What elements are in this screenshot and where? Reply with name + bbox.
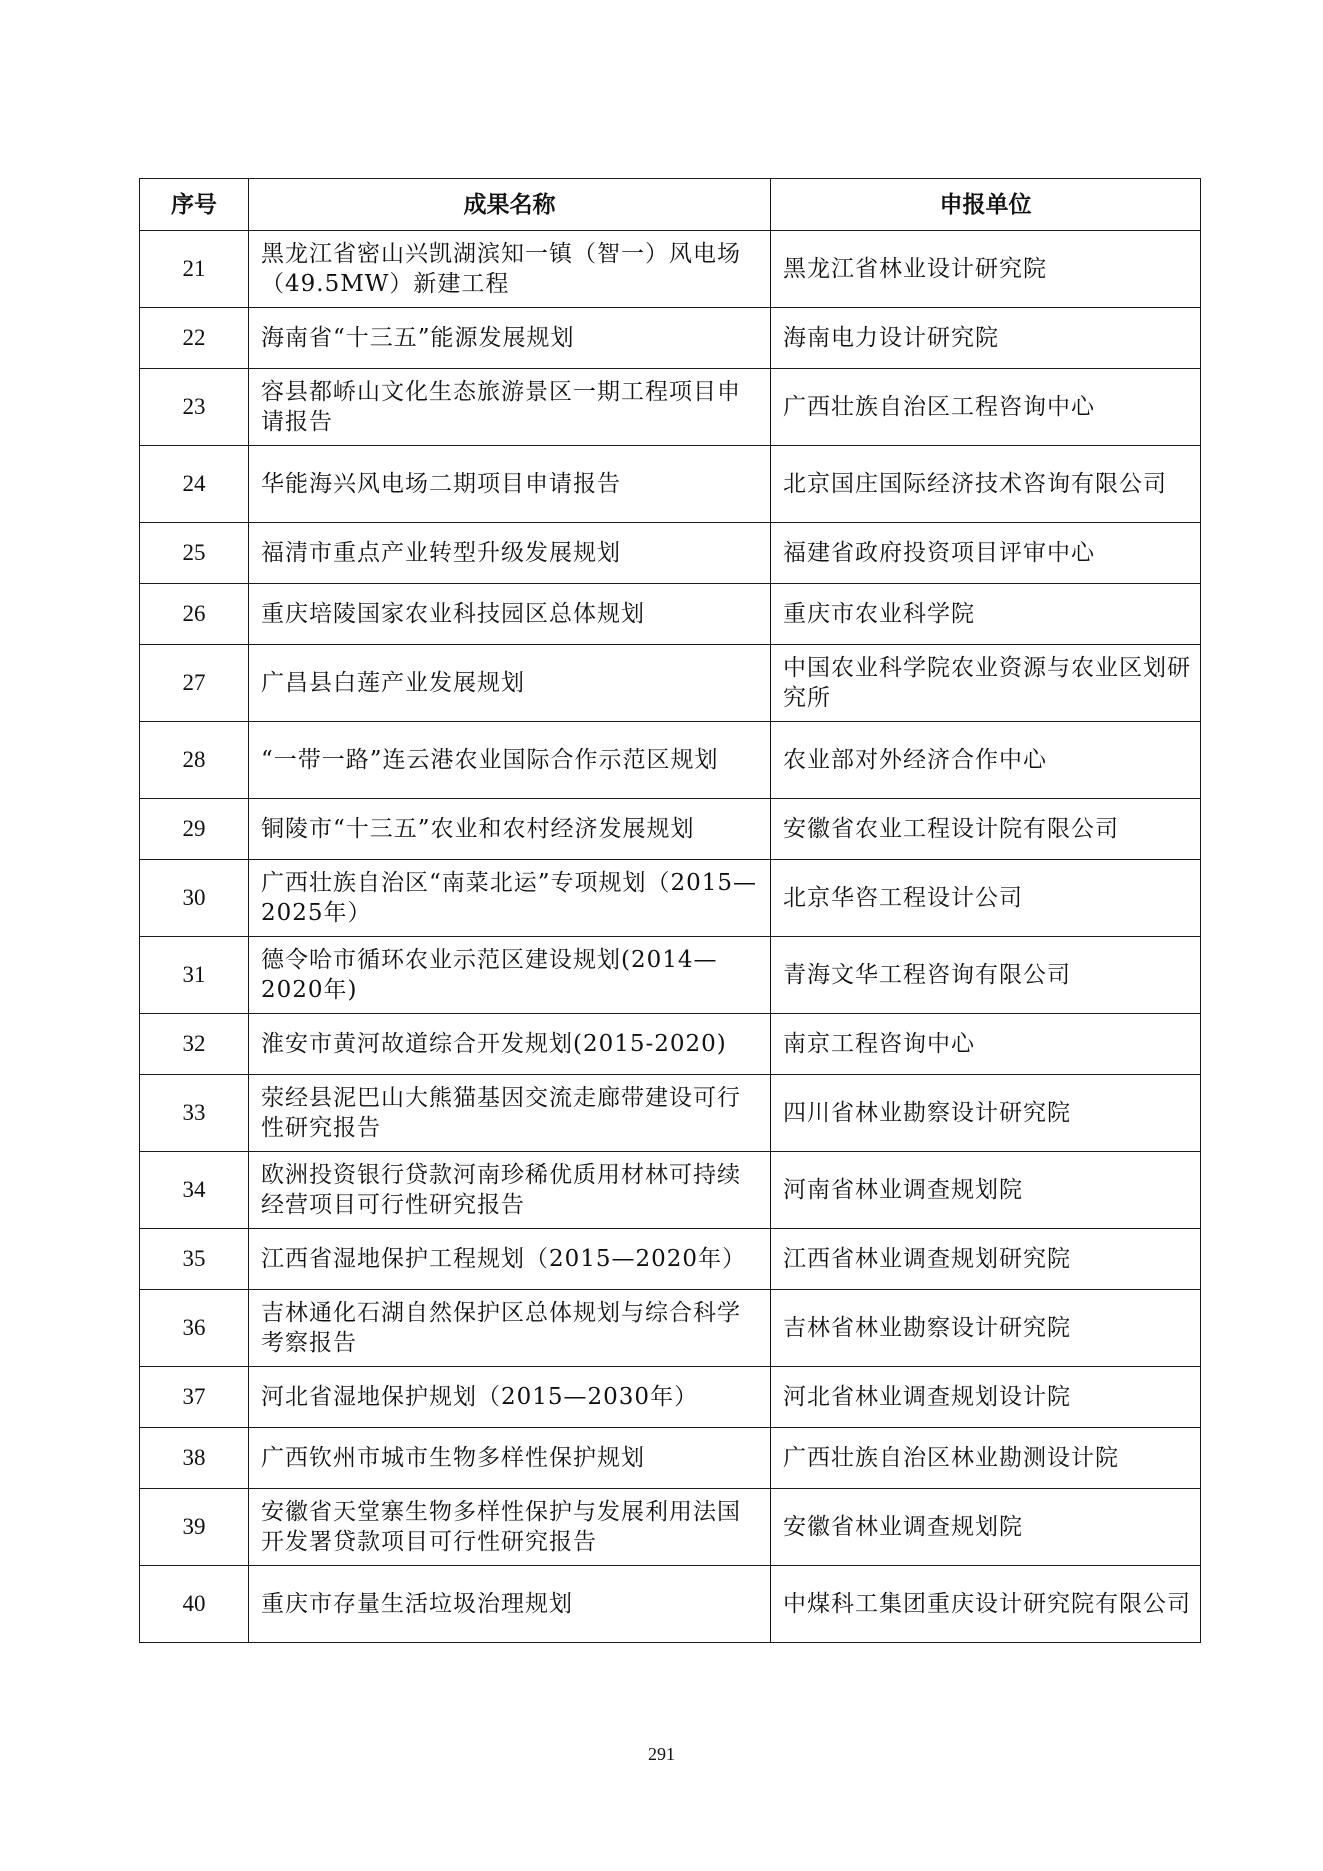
row-number: 23 bbox=[140, 369, 249, 446]
row-number: 27 bbox=[140, 645, 249, 722]
table-row bbox=[140, 584, 1201, 645]
applicant-unit: 安徽省林业调查规划院 bbox=[771, 1489, 1201, 1566]
table-row bbox=[140, 1229, 1201, 1290]
applicant-unit: 南京工程咨询中心 bbox=[771, 1014, 1201, 1075]
result-name: 河北省湿地保护规划（2015—2030年） bbox=[249, 1367, 771, 1428]
row-number: 33 bbox=[140, 1075, 249, 1152]
table-row bbox=[140, 369, 1201, 446]
applicant-unit: 广西壮族自治区工程咨询中心 bbox=[771, 369, 1201, 446]
result-name: 德令哈市循环农业示范区建设规划(2014—2020年) bbox=[249, 937, 771, 1014]
applicant-unit: 青海文华工程咨询有限公司 bbox=[771, 937, 1201, 1014]
applicant-unit: 吉林省林业勘察设计研究院 bbox=[771, 1290, 1201, 1367]
row-number: 21 bbox=[140, 231, 249, 308]
result-name: “一带一路”连云港农业国际合作示范区规划 bbox=[249, 722, 771, 799]
applicant-unit: 福建省政府投资项目评审中心 bbox=[771, 523, 1201, 584]
result-name: 吉林通化石湖自然保护区总体规划与综合科学考察报告 bbox=[249, 1290, 771, 1367]
applicant-unit: 黑龙江省林业设计研究院 bbox=[771, 231, 1201, 308]
row-number: 40 bbox=[140, 1566, 249, 1643]
row-number: 30 bbox=[140, 860, 249, 937]
table-row bbox=[140, 1428, 1201, 1489]
applicant-unit: 中煤科工集团重庆设计研究院有限公司 bbox=[771, 1566, 1201, 1643]
row-number: 35 bbox=[140, 1229, 249, 1290]
table-row bbox=[140, 722, 1201, 799]
result-name: 海南省“十三五”能源发展规划 bbox=[249, 308, 771, 369]
result-name: 华能海兴风电场二期项目申请报告 bbox=[249, 446, 771, 523]
table-row bbox=[140, 799, 1201, 860]
table-row bbox=[140, 1566, 1201, 1643]
row-number: 31 bbox=[140, 937, 249, 1014]
table-header-row bbox=[140, 179, 1201, 231]
applicant-unit: 河南省林业调查规划院 bbox=[771, 1152, 1201, 1229]
result-name: 广西钦州市城市生物多样性保护规划 bbox=[249, 1428, 771, 1489]
result-name: 黑龙江省密山兴凯湖滨知一镇（智一）风电场（49.5MW）新建工程 bbox=[249, 231, 771, 308]
result-name: 铜陵市“十三五”农业和农村经济发展规划 bbox=[249, 799, 771, 860]
row-number: 34 bbox=[140, 1152, 249, 1229]
applicant-unit: 广西壮族自治区林业勘测设计院 bbox=[771, 1428, 1201, 1489]
row-number: 36 bbox=[140, 1290, 249, 1367]
result-name: 欧洲投资银行贷款河南珍稀优质用材林可持续经营项目可行性研究报告 bbox=[249, 1152, 771, 1229]
table-row bbox=[140, 308, 1201, 369]
result-name: 容县都峤山文化生态旅游景区一期工程项目申请报告 bbox=[249, 369, 771, 446]
row-number: 29 bbox=[140, 799, 249, 860]
applicant-unit: 北京华咨工程设计公司 bbox=[771, 860, 1201, 937]
row-number: 39 bbox=[140, 1489, 249, 1566]
table-row bbox=[140, 523, 1201, 584]
row-number: 32 bbox=[140, 1014, 249, 1075]
row-number: 24 bbox=[140, 446, 249, 523]
table-row bbox=[140, 1152, 1201, 1229]
header-result-name: 成果名称 bbox=[249, 179, 771, 231]
result-name: 重庆培陵国家农业科技园区总体规划 bbox=[249, 584, 771, 645]
result-name: 安徽省天堂寨生物多样性保护与发展利用法国开发署贷款项目可行性研究报告 bbox=[249, 1489, 771, 1566]
result-name: 重庆市存量生活垃圾治理规划 bbox=[249, 1566, 771, 1643]
applicant-unit: 中国农业科学院农业资源与农业区划研究所 bbox=[771, 645, 1201, 722]
applicant-unit: 四川省林业勘察设计研究院 bbox=[771, 1075, 1201, 1152]
header-applicant-unit: 申报单位 bbox=[771, 179, 1201, 231]
applicant-unit: 海南电力设计研究院 bbox=[771, 308, 1201, 369]
row-number: 22 bbox=[140, 308, 249, 369]
table-row bbox=[140, 860, 1201, 937]
table-row bbox=[140, 1075, 1201, 1152]
result-name: 江西省湿地保护工程规划（2015—2020年） bbox=[249, 1229, 771, 1290]
applicant-unit: 江西省林业调查规划研究院 bbox=[771, 1229, 1201, 1290]
table-row bbox=[140, 1290, 1201, 1367]
result-name: 淮安市黄河故道综合开发规划(2015-2020) bbox=[249, 1014, 771, 1075]
row-number: 25 bbox=[140, 523, 249, 584]
table-row bbox=[140, 1367, 1201, 1428]
row-number: 26 bbox=[140, 584, 249, 645]
row-number: 37 bbox=[140, 1367, 249, 1428]
header-serial-number: 序号 bbox=[140, 179, 249, 231]
table-row bbox=[140, 446, 1201, 523]
row-number: 38 bbox=[140, 1428, 249, 1489]
applicant-unit: 北京国庄国际经济技术咨询有限公司 bbox=[771, 446, 1201, 523]
row-number: 28 bbox=[140, 722, 249, 799]
table-row bbox=[140, 231, 1201, 308]
table-body bbox=[140, 231, 1201, 1643]
applicant-unit: 安徽省农业工程设计院有限公司 bbox=[771, 799, 1201, 860]
result-name: 广昌县白莲产业发展规划 bbox=[249, 645, 771, 722]
result-name: 广西壮族自治区“南菜北运”专项规划（2015—2025年） bbox=[249, 860, 771, 937]
result-name: 福清市重点产业转型升级发展规划 bbox=[249, 523, 771, 584]
table-row bbox=[140, 1489, 1201, 1566]
applicant-unit: 重庆市农业科学院 bbox=[771, 584, 1201, 645]
table-row bbox=[140, 645, 1201, 722]
results-table bbox=[139, 178, 1201, 1643]
table-row bbox=[140, 937, 1201, 1014]
applicant-unit: 农业部对外经济合作中心 bbox=[771, 722, 1201, 799]
table-row bbox=[140, 1014, 1201, 1075]
result-name: 荥经县泥巴山大熊猫基因交流走廊带建设可行性研究报告 bbox=[249, 1075, 771, 1152]
applicant-unit: 河北省林业调查规划设计院 bbox=[771, 1367, 1201, 1428]
page-number: 291 bbox=[648, 1744, 675, 1764]
